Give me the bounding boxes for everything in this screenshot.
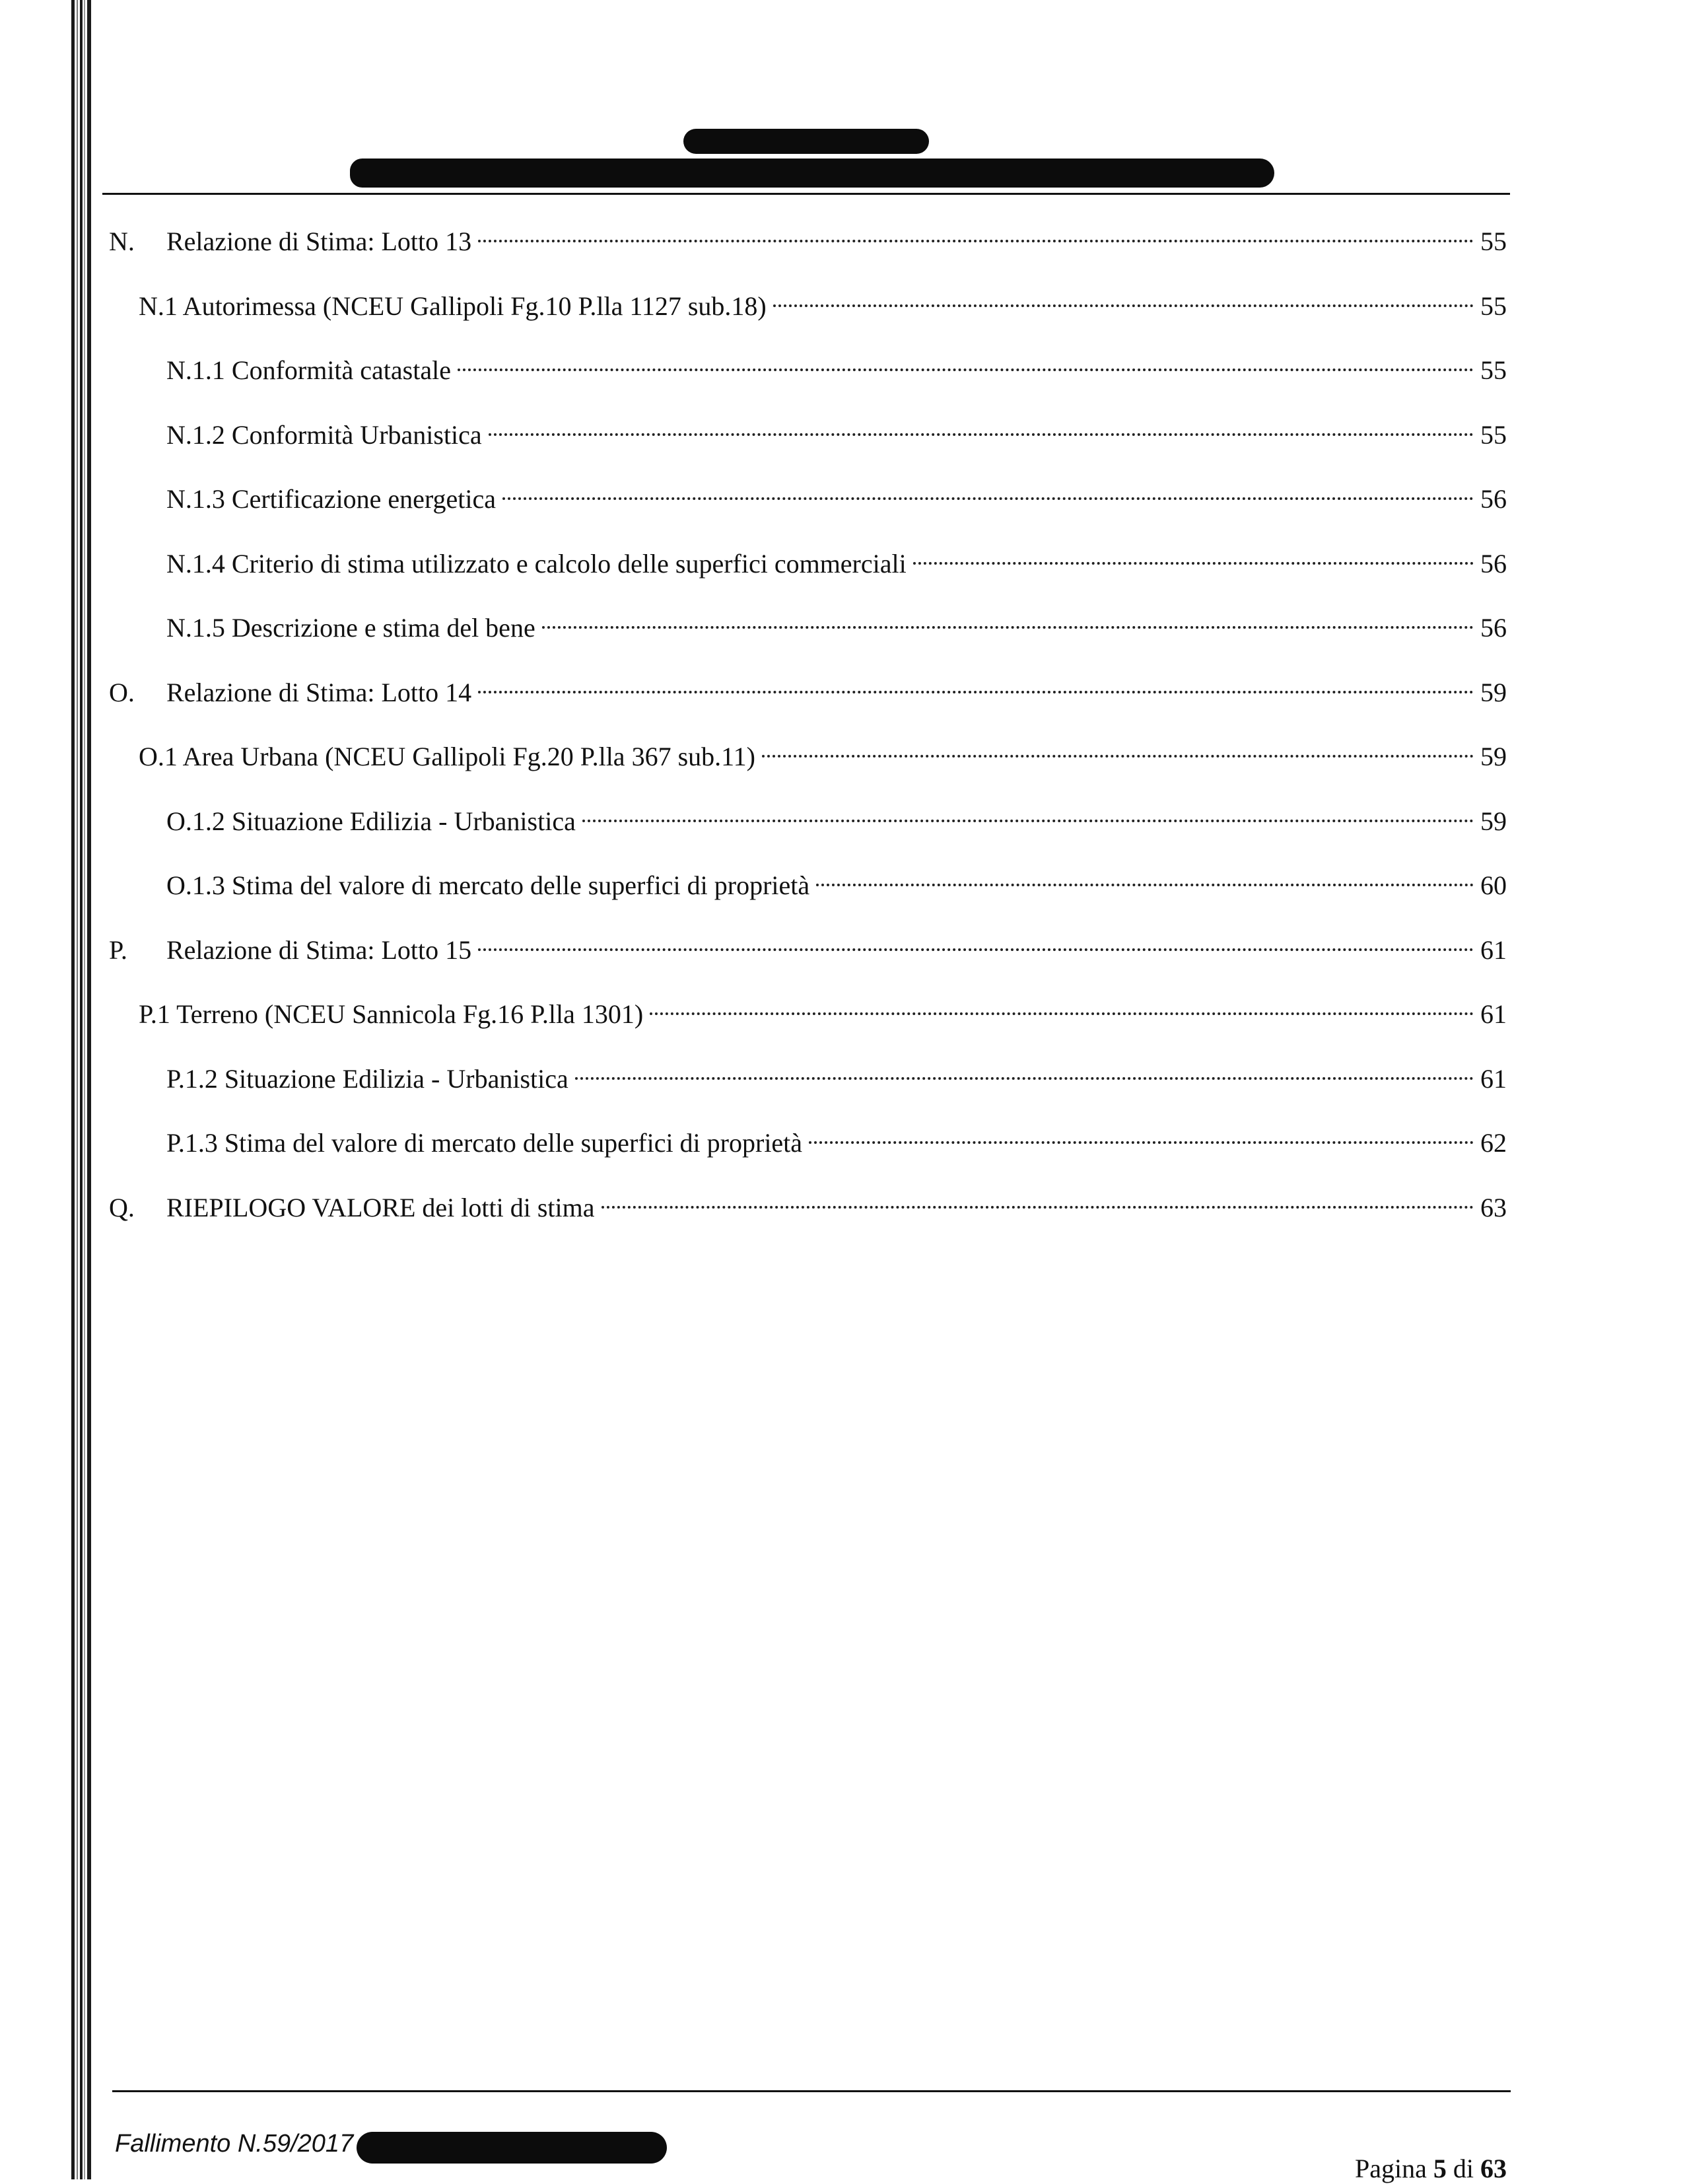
toc-leader-dots (816, 884, 1474, 886)
toc-leader-dots (478, 240, 1474, 242)
toc-entry-letter: Q. (109, 1193, 135, 1222)
toc-entry-page: 56 (1480, 549, 1507, 579)
toc-leader-dots (913, 562, 1474, 565)
toc-entry[interactable] (0, 995, 1685, 1034)
toc-leader-dots (650, 1012, 1474, 1015)
toc-entry-title: P.1.3 Stima del valore di mercato delle superfici di proprietà (166, 1128, 803, 1158)
toc-entry-page: 63 (1480, 1193, 1507, 1222)
toc-entry-title: N.1 Autorimessa (NCEU Gallipoli Fg.10 P.lla 1127 sub.18) (139, 291, 767, 321)
toc-entry[interactable] (0, 351, 1685, 390)
toc-entry-title: Relazione di Stima: Lotto 14 (166, 678, 472, 707)
toc-entry-page: 59 (1480, 678, 1507, 707)
toc-entry-title: Relazione di Stima: Lotto 13 (166, 227, 472, 256)
toc-leader-dots (602, 1206, 1474, 1209)
toc-leader-dots (575, 1077, 1474, 1080)
toc-entry-page: 56 (1480, 613, 1507, 643)
toc-entry-page: 59 (1480, 806, 1507, 836)
toc-entry-page: 55 (1480, 355, 1507, 385)
toc-entry[interactable] (0, 1123, 1685, 1163)
toc-leader-dots (489, 433, 1474, 436)
toc-entry[interactable] (0, 608, 1685, 648)
toc-leader-dots (762, 755, 1474, 757)
toc-entry-letter: P. (109, 935, 127, 965)
toc-entry-title: O.1 Area Urbana (NCEU Gallipoli Fg.20 P.lla 367 sub.11) (139, 742, 755, 771)
page-sep: di (1446, 2154, 1480, 2183)
toc-entry[interactable] (0, 866, 1685, 905)
toc-entry[interactable] (0, 287, 1685, 326)
toc-entry-title: N.1.3 Certificazione energetica (166, 484, 497, 514)
toc-entry-page: 55 (1480, 227, 1507, 256)
toc-leader-dots (773, 304, 1474, 307)
toc-entry-title: N.1.1 Conformità catastale (166, 355, 451, 385)
toc-entry-title: P.1 Terreno (NCEU Sannicola Fg.16 P.lla 1301) (139, 999, 644, 1029)
toc-entry-page: 62 (1480, 1128, 1507, 1158)
toc-leader-dots (478, 691, 1474, 693)
toc-entry-page: 55 (1480, 420, 1507, 450)
toc-entry[interactable] (0, 931, 1685, 970)
toc-entry-page: 55 (1480, 291, 1507, 321)
toc-entry[interactable] (0, 1059, 1685, 1099)
toc-leader-dots (542, 626, 1474, 629)
toc-entry-title: O.1.3 Stima del valore di mercato delle superfici di proprietà (166, 870, 810, 900)
toc-entry[interactable] (0, 415, 1685, 455)
footer-redaction (357, 2132, 667, 2164)
toc-entry-page: 61 (1480, 935, 1507, 965)
toc-entry-title: RIEPILOGO VALORE dei lotti di stima (166, 1193, 595, 1222)
footer-rule (112, 2090, 1511, 2092)
toc-entry-letter: N. (109, 227, 135, 256)
toc-entry-title: N.1.4 Criterio di stima utilizzato e calcolo delle superfici commerciali (166, 549, 907, 579)
toc-entry-page: 61 (1480, 999, 1507, 1029)
toc-entry[interactable] (0, 222, 1685, 262)
toc-leader-dots (458, 369, 1474, 371)
toc-entry-page: 56 (1480, 484, 1507, 514)
toc-entry-page: 59 (1480, 742, 1507, 771)
toc-entry-title: N.1.5 Descrizione e stima del bene (166, 613, 535, 643)
toc-entry[interactable] (0, 737, 1685, 777)
toc-entry[interactable] (0, 1188, 1685, 1228)
toc-entry-title: N.1.2 Conformità Urbanistica (166, 420, 482, 450)
toc-entry[interactable] (0, 802, 1685, 841)
toc-entry[interactable] (0, 544, 1685, 584)
toc-entry-title: P.1.2 Situazione Edilizia - Urbanistica (166, 1064, 568, 1094)
toc-entry-title: Relazione di Stima: Lotto 15 (166, 935, 472, 965)
toc-leader-dots (502, 497, 1474, 500)
toc-leader-dots (809, 1141, 1474, 1144)
toc-entry[interactable] (0, 479, 1685, 519)
toc-entry-page: 60 (1480, 870, 1507, 900)
page-prefix: Pagina (1355, 2154, 1433, 2183)
toc-leader-dots (478, 948, 1474, 951)
toc-entry[interactable] (0, 673, 1685, 713)
toc-entry-page: 61 (1480, 1064, 1507, 1094)
toc-entry-title: O.1.2 Situazione Edilizia - Urbanistica (166, 806, 576, 836)
toc-entry-letter: O. (109, 678, 135, 707)
footer-reference: Fallimento N.59/2017 (115, 2130, 354, 2158)
page-total: 63 (1480, 2154, 1507, 2183)
page-current: 5 (1433, 2154, 1447, 2183)
toc-leader-dots (582, 820, 1474, 822)
